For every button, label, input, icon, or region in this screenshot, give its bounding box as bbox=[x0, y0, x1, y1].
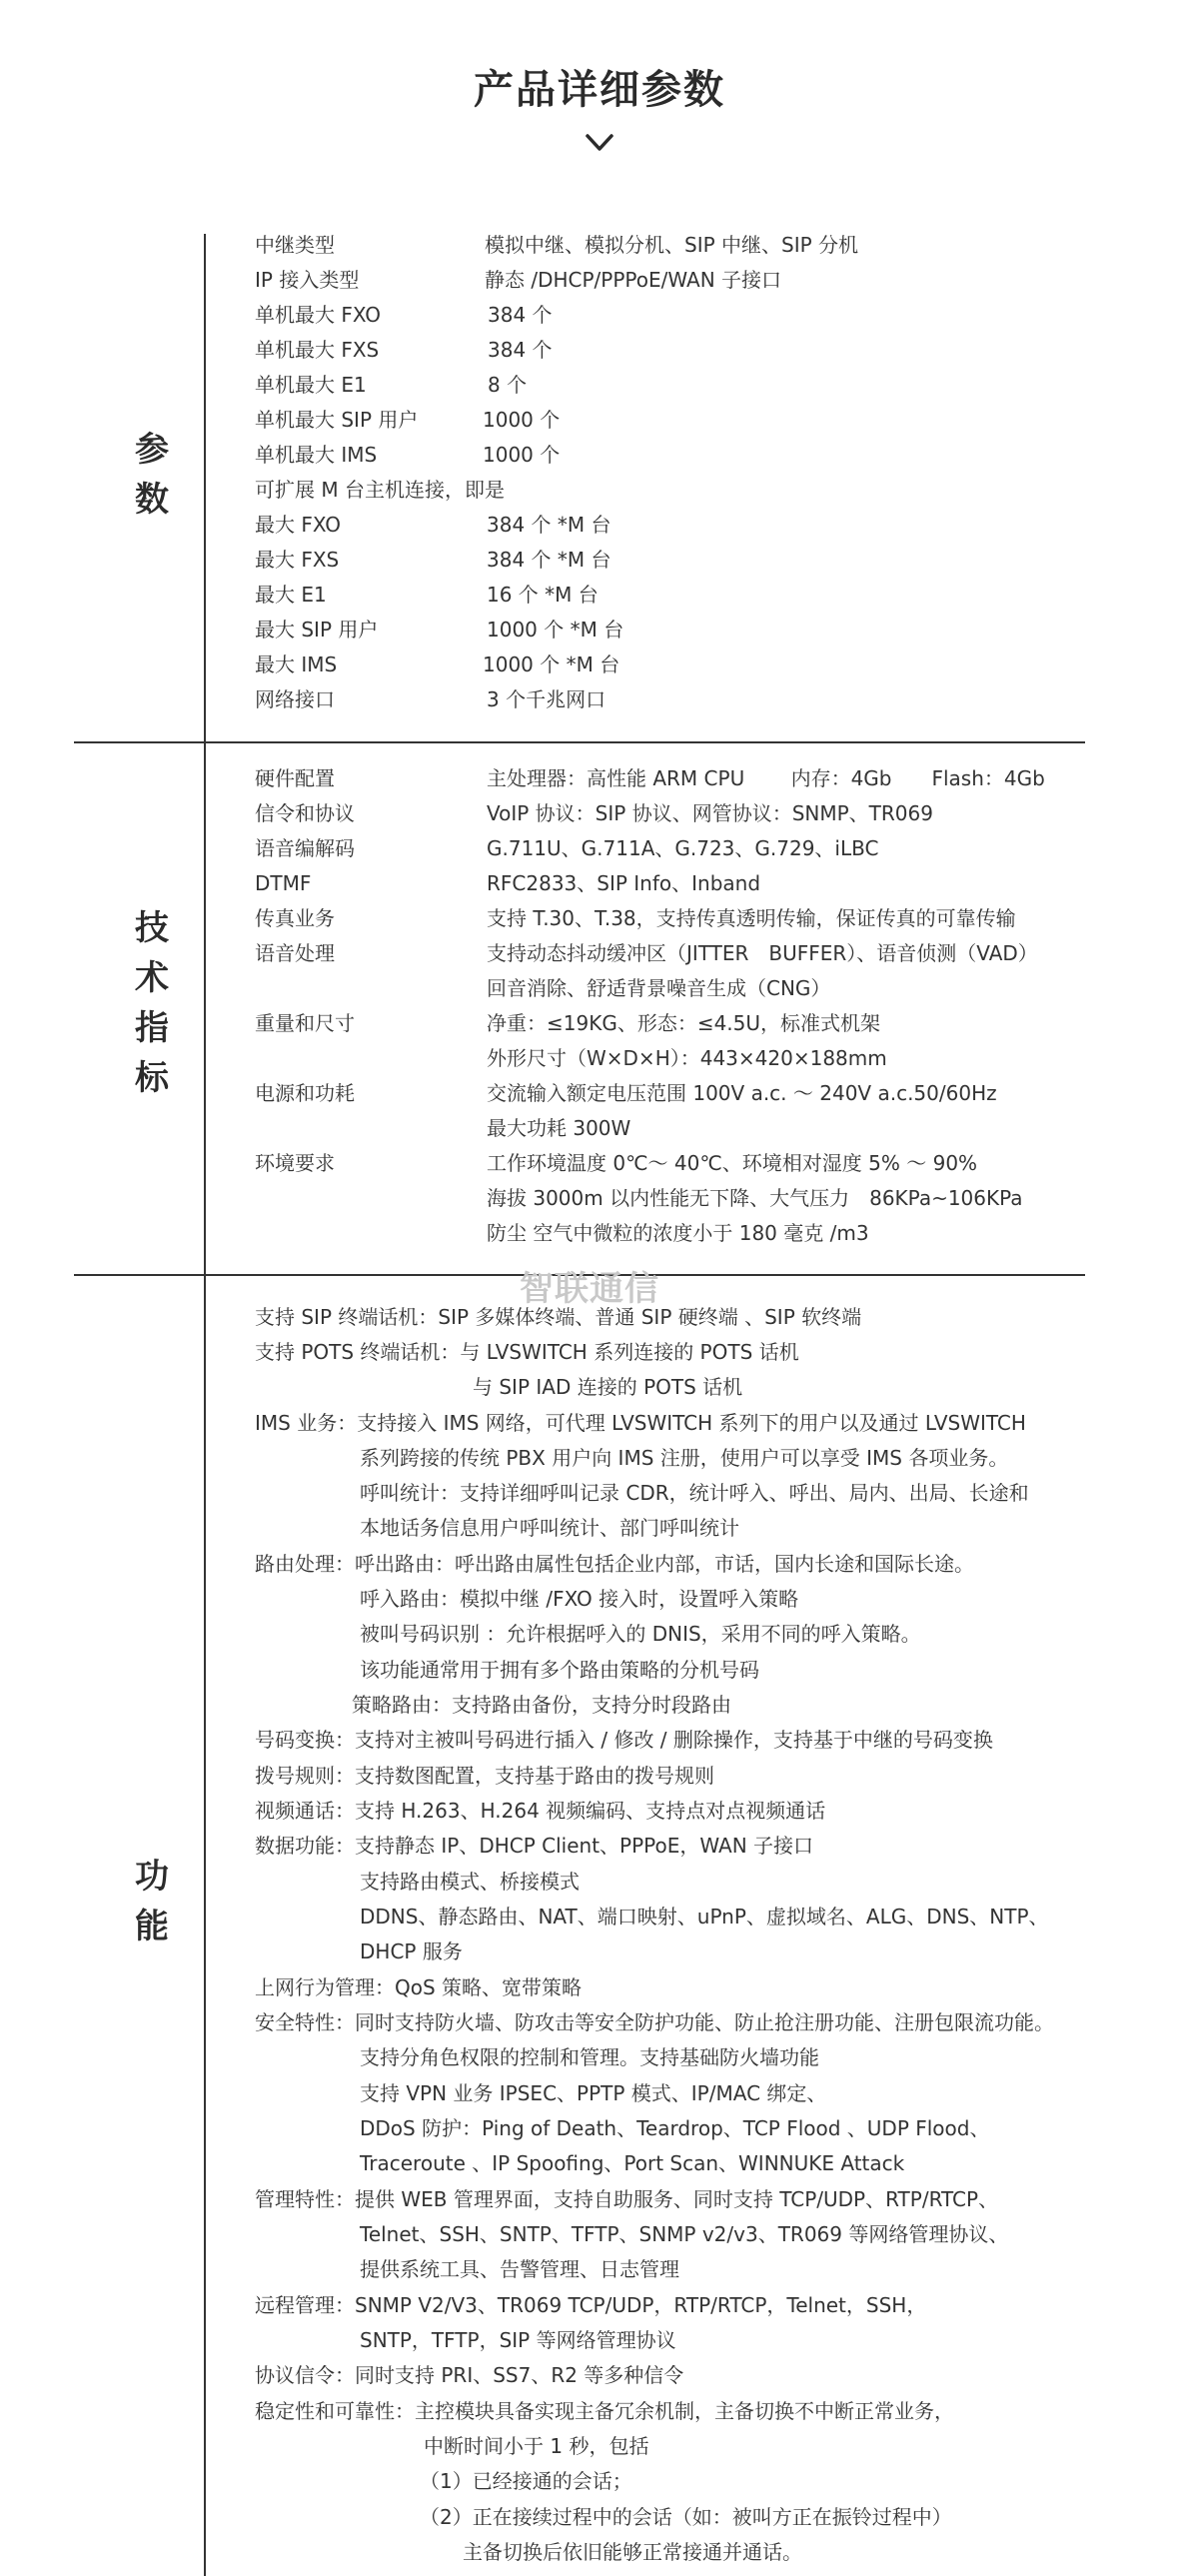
row-label: 最大 IMS bbox=[255, 652, 338, 676]
row-value: 384 个 *M 台 bbox=[487, 548, 611, 572]
list-item: 视频通话：支持 H.263、H.264 视频编码、支持点对点视频通话 bbox=[255, 1799, 826, 1823]
row-label: 中继类型 bbox=[255, 233, 335, 257]
row-value: 16 个 *M 台 bbox=[487, 583, 599, 607]
list-item: DHCP 服务 bbox=[360, 1939, 463, 1963]
row-label: 单机最大 SIP 用户 bbox=[255, 408, 419, 432]
row-value: 支持动态抖动缓冲区（JITTER BUFFER）、语音侦测（VAD） bbox=[487, 941, 1038, 965]
section-label-specs: 技 术 指 标 bbox=[135, 908, 169, 1098]
row-value: 海拔 3000m 以内性能无下降、大气压力 86KPa~106KPa bbox=[487, 1186, 1023, 1210]
section-divider-vertical bbox=[204, 234, 206, 2576]
row-value: 交流输入额定电压范围 100V a.c. ～ 240V a.c.50/60Hz bbox=[487, 1081, 997, 1105]
row-label: DTMF bbox=[255, 871, 312, 895]
row-label: 最大 E1 bbox=[255, 583, 327, 607]
row-label: 环境要求 bbox=[255, 1151, 335, 1175]
list-item: 远程管理：SNMP V2/V3、TR069 TCP/UDP，RTP/RTCP，Telnet，SSH， bbox=[255, 2293, 927, 2317]
section-label-features: 功 能 bbox=[135, 1857, 169, 1946]
list-item: 中断时间小于 1 秒，包括 bbox=[424, 2434, 649, 2458]
row-label: 可扩展 M 台主机连接，即是 bbox=[255, 478, 505, 502]
row-label: 单机最大 FXS bbox=[255, 338, 380, 362]
row-label: 单机最大 E1 bbox=[255, 373, 367, 397]
list-item: 支持分角色权限的控制和管理。支持基础防火墙功能 bbox=[360, 2045, 819, 2069]
list-item: 呼叫统计：支持详细呼叫记录 CDR，统计呼入、呼出、局内、出局、长途和 bbox=[360, 1481, 1029, 1505]
list-item: Traceroute 、IP Spoofing、Port Scan、WINNUKE Attack bbox=[360, 2151, 905, 2175]
list-item: 主备切换后依旧能够正常接通并通话。 bbox=[463, 2540, 802, 2564]
row-value: 1000 个 bbox=[483, 408, 561, 432]
row-value: 回音消除、舒适背景噪音生成（CNG） bbox=[487, 976, 831, 1000]
row-value: 384 个 bbox=[488, 338, 553, 362]
list-item: （2）正在接续过程中的会话（如：被叫方正在振铃过程中） bbox=[420, 2505, 952, 2529]
list-item: 策略路由：支持路由备份，支持分时段路由 bbox=[352, 1693, 731, 1717]
section-label-params: 参 数 bbox=[135, 430, 169, 520]
row-value: 1000 个 bbox=[483, 443, 561, 467]
list-item: 协议信令：同时支持 PRI、SS7、R2 等多种信令 bbox=[255, 2363, 684, 2387]
row-value: 1000 个 *M 台 bbox=[487, 618, 624, 642]
list-item: 支持 SIP 终端话机：SIP 多媒体终端、普通 SIP 硬终端 、SIP 软终端 bbox=[255, 1305, 862, 1329]
row-value: 防尘 空气中微粒的浓度小于 180 毫克 /m3 bbox=[487, 1221, 869, 1245]
list-item: 支持 VPN 业务 IPSEC、PPTP 模式、IP/MAC 绑定、 bbox=[360, 2081, 827, 2105]
row-label: 单机最大 IMS bbox=[255, 443, 378, 467]
list-item: 该功能通常用于拥有多个路由策略的分机号码 bbox=[360, 1658, 759, 1682]
row-label: 语音处理 bbox=[255, 941, 335, 965]
list-item: DDoS 防护：Ping of Death、Teardrop、TCP Flood 、UDP Flood、 bbox=[360, 2116, 990, 2140]
list-item: 被叫号码识别 ：允许根据呼入的 DNIS，采用不同的呼入策略。 bbox=[360, 1622, 921, 1646]
list-item: 拨号规则：支持数图配置，支持基于路由的拨号规则 bbox=[255, 1764, 714, 1788]
row-value: G.711U、G.711A、G.723、G.729、iLBC bbox=[487, 836, 879, 860]
watermark-logo: 智联通信 bbox=[520, 1269, 659, 1309]
list-item: 数据功能：支持静态 IP、DHCP Client、PPPoE，WAN 子接口 bbox=[255, 1834, 814, 1858]
row-value: 静态 /DHCP/PPPoE/WAN 子接口 bbox=[485, 268, 782, 292]
list-item: 管理特性：提供 WEB 管理界面，支持自助服务、同时支持 TCP/UDP、RTP/RTCP、 bbox=[255, 2187, 999, 2211]
section-divider-horizontal bbox=[74, 741, 1085, 743]
row-value: 384 个 *M 台 bbox=[487, 513, 611, 537]
row-value: 3 个千兆网口 bbox=[487, 687, 606, 711]
list-item: 路由处理：呼出路由：呼出路由属性包括企业内部，市话，国内长途和国际长途。 bbox=[255, 1552, 974, 1576]
row-label: 最大 FXO bbox=[255, 513, 342, 537]
list-item: 系列跨接的传统 PBX 用户向 IMS 注册，使用户可以享受 IMS 各项业务。 bbox=[360, 1446, 1009, 1470]
row-label: 信令和协议 bbox=[255, 801, 355, 825]
row-value: 净重：≤19KG、形态：≤4.5U，标准式机架 bbox=[487, 1011, 881, 1035]
row-value: 384 个 bbox=[488, 303, 553, 327]
list-item: 稳定性和可靠性：主控模块具备实现主备冗余机制，主备切换不中断正常业务， bbox=[255, 2399, 954, 2423]
row-value: RFC2833、SIP Info、Inband bbox=[487, 871, 761, 895]
row-value: 主处理器：高性能 ARM CPU 内存：4Gb Flash：4Gb bbox=[487, 766, 1045, 790]
list-item: 支持路由模式、桥接模式 bbox=[360, 1870, 580, 1894]
row-value: 最大功耗 300W bbox=[487, 1116, 631, 1140]
row-value: 工作环境温度 0℃～ 40℃、环境相对湿度 5% ～ 90% bbox=[487, 1151, 978, 1175]
list-item: IMS 业务：支持接入 IMS 网络，可代理 LVSWITCH 系列下的用户以及通过 LVSWITCH bbox=[255, 1411, 1026, 1435]
row-label: IP 接入类型 bbox=[255, 268, 360, 292]
page-title: 产品详细参数 bbox=[474, 67, 725, 113]
list-item: 安全特性：同时支持防火墙、防攻击等安全防护功能、防止抢注册功能、注册包限流功能。 bbox=[255, 2010, 1054, 2034]
row-value: 8 个 bbox=[488, 373, 528, 397]
row-label: 网络接口 bbox=[255, 687, 335, 711]
row-value: 外形尺寸（W×D×H）：443×420×188mm bbox=[487, 1046, 887, 1070]
row-label: 语音编解码 bbox=[255, 836, 355, 860]
row-label: 传真业务 bbox=[255, 906, 335, 930]
list-item: SNTP，TFTP，SIP 等网络管理协议 bbox=[360, 2328, 676, 2352]
list-item: （1）已经接通的会话； bbox=[420, 2469, 632, 2493]
list-item: 支持 POTS 终端话机：与 LVSWITCH 系列连接的 POTS 话机 bbox=[255, 1340, 799, 1364]
row-label: 电源和功耗 bbox=[255, 1081, 355, 1105]
row-label: 重量和尺寸 bbox=[255, 1011, 355, 1035]
list-item: 号码变换：支持对主被叫号码进行插入 / 修改 / 删除操作，支持基于中继的号码变换 bbox=[255, 1728, 993, 1752]
row-value: VoIP 协议：SIP 协议、网管协议：SNMP、TR069 bbox=[487, 801, 933, 825]
chevron-down-icon bbox=[585, 128, 614, 158]
row-label: 硬件配置 bbox=[255, 766, 335, 790]
row-value: 支持 T.30、T.38，支持传真透明传输，保证传真的可靠传输 bbox=[487, 906, 1016, 930]
list-item: Telnet、SSH、SNTP、TFTP、SNMP v2/v3、TR069 等网络管理协议、 bbox=[360, 2222, 1009, 2246]
list-item: DDNS、静态路由、NAT、端口映射、uPnP、虚拟域名、ALG、DNS、NTP、 bbox=[360, 1905, 1049, 1929]
list-item: 与 SIP IAD 连接的 POTS 话机 bbox=[473, 1375, 743, 1399]
row-label: 最大 FXS bbox=[255, 548, 340, 572]
list-item: 提供系统工具、告警管理、日志管理 bbox=[360, 2257, 679, 2281]
row-value: 1000 个 *M 台 bbox=[483, 652, 620, 676]
row-value: 模拟中继、模拟分机、SIP 中继、SIP 分机 bbox=[485, 233, 859, 257]
row-label: 最大 SIP 用户 bbox=[255, 618, 379, 642]
list-item: 呼入路由：模拟中继 /FXO 接入时，设置呼入策略 bbox=[360, 1587, 799, 1611]
list-item: 本地话务信息用户呼叫统计、部门呼叫统计 bbox=[360, 1516, 739, 1540]
row-label: 单机最大 FXO bbox=[255, 303, 382, 327]
list-item: 上网行为管理：QoS 策略、宽带策略 bbox=[255, 1975, 583, 1999]
